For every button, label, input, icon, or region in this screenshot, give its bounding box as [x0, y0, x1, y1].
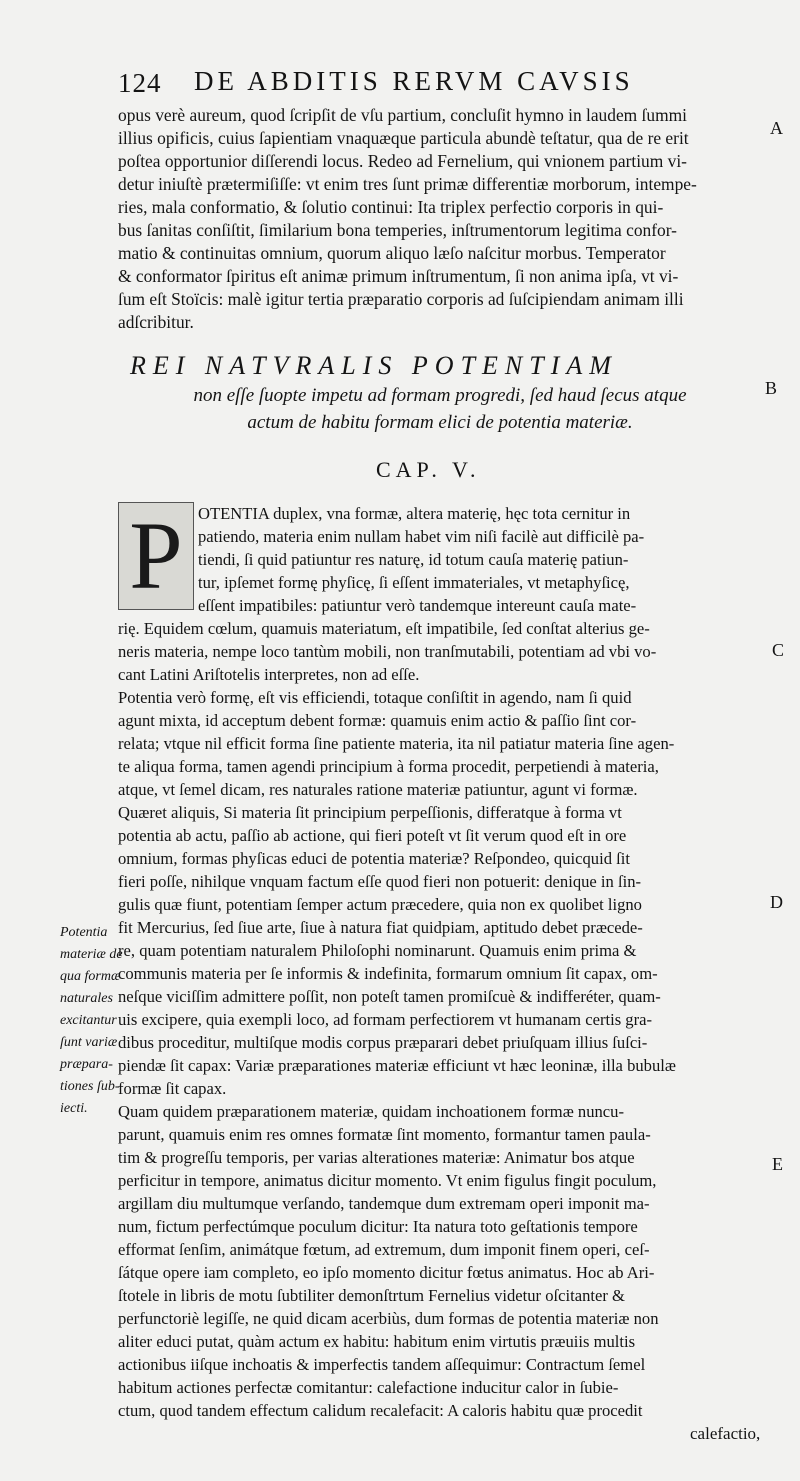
text-line: tur, ipſemet formę phyſicę, ſi eſſent immateriales, vt metaphyſicę,: [198, 573, 630, 592]
text-line: te aliqua forma, tamen agendi principium à forma procedit, perpetiendi à materia,: [118, 757, 659, 776]
chapter-title: REI NATVRALIS POTENTIAM: [130, 351, 618, 380]
text-line: uis excipere, quia exempli loco, ad formam perfectiorem vt humanam certis gra-: [118, 1010, 653, 1029]
text-line: formæ ſit capax.: [118, 1079, 227, 1098]
text-line: eſſent impatibiles: patiuntur verò tandemque intereunt cauſa mate-: [198, 596, 637, 615]
margin-note-line: Potentia: [60, 925, 108, 940]
text-line: neſque viciſſim admittere poſſit, non poteſt tamen promiſcuè & indifferéter, quam-: [118, 987, 661, 1006]
text-line: fieri poſſe, nihilque vnquam factum eſſe quod fieri non potuerit: denique in ſin-: [118, 872, 642, 891]
text-line: omnium, formas phyſicas educi de potentia materiæ? Reſpondeo, quicquid ſit: [118, 849, 630, 868]
text-line: cant Latini Ariſtotelis interpretes, non ad eſſe.: [118, 665, 420, 684]
catchword: calefactio,: [690, 1424, 761, 1443]
text-line: tim & progreſſu temporis, per varias alterationes materiæ: Animatur bos atque: [118, 1148, 635, 1167]
text-line: & conformator ſpiritus eſt animæ primum inſtrumentum, ſi non anima ipſa, vt vi-: [118, 266, 679, 286]
text-line: neris materia, nempe loco tantùm mobili, non tranſmutabili, potentiam ad vbi vo-: [118, 642, 657, 661]
section-marker-a: A: [770, 118, 783, 138]
margin-note-line: iecti.: [60, 1101, 88, 1116]
text-line: atque, vt ſemel dicam, res naturales ratione materiæ patiuntur, agunt vi formæ.: [118, 780, 638, 799]
margin-note-line: materiæ de: [60, 947, 123, 962]
margin-note-line: naturales: [60, 991, 113, 1006]
text-line: num, fictum perfectúmque poculum dicitur: Ita natura toto geſtationis tempore: [118, 1217, 638, 1236]
section-marker-e: E: [772, 1154, 783, 1174]
paragraph-body: [118, 686, 762, 1422]
margin-note-line: ſunt variæ: [60, 1035, 118, 1050]
margin-note-line: præpara-: [60, 1057, 113, 1072]
margin-note: [60, 922, 123, 1120]
text-line: detur iniuſtè prætermiſiſſe: vt enim tres ſunt primæ differentiæ morborum, intempe-: [118, 174, 697, 194]
text-line: Potentia verò formę, eſt vis efficiendi, totaque conſiſtit in agendo, nam ſi quid: [118, 688, 632, 707]
text-line: piendæ ſit capax: Variæ præparationes materiæ efficiunt vt hæc leoninæ, illa bubulæ: [118, 1056, 676, 1075]
text-line: ries, mala conformatio, & ſolutio continui: Ita triplex perfectio corporis in qui-: [118, 197, 664, 217]
chapter-subtitle-line: non eſſe ſuopte impetu ad formam progredi, ſed haud ſecus atque: [193, 385, 687, 406]
text-line: gulis quæ fiunt, potentiam ſemper actum præcedere, quia non ex quolibet ligno: [118, 895, 642, 914]
text-line: matio & continuitas omnium, quorum aliquo læſo naſcitur morbus. Temperator: [118, 243, 666, 263]
text-line: rię. Equidem cœlum, quamuis materiatum, eſt impatibile, ſed conſtat alterius ge-: [118, 619, 650, 638]
section-marker-c: C: [772, 640, 785, 660]
text-line: opus verè aureum, quod ſcripſit de vſu partium, concluſit hymno in laudem ſummi: [118, 105, 687, 125]
text-line: perficitur in tempore, animatus dicitur momento. Vt enim figulus fingit poculum,: [118, 1171, 657, 1190]
text-line: efformat ſenſim, animátque fœtum, ad extremum, dum imponit finem operi, ceſ-: [118, 1240, 650, 1259]
text-line: poſtea opportunior diſſerendi locus. Redeo ad Fernelium, qui vnionem partium vi-: [118, 151, 687, 171]
text-line: communis materia per ſe informis & indefinita, formarum omnium ſit capax, om-: [118, 964, 658, 983]
text-line: dibus proceditur, multiſque modis corpus præparari debet priuſquam illius ſuſci-: [118, 1033, 648, 1052]
text-line: ſátque opere iam completo, eo ipſo momento dicitur fœtus animatus. Hoc ab Ari-: [118, 1263, 655, 1282]
margin-note-line: tiones ſub-: [60, 1079, 120, 1094]
text-line: ctum, quod tandem effectum calidum recalefacit: A caloris habitu quæ procedit: [118, 1401, 643, 1420]
margin-note-line: excitantur: [60, 1013, 117, 1028]
text-line: tiendi, ſi quid patiuntur res naturę, id totum cauſa materię patiun-: [198, 550, 629, 569]
text-line: relata; vtque nil efficit forma ſine patiente materia, ita nil patiatur materia ſine agen-: [118, 734, 675, 753]
text-line: actionibus iiſque inchoatis & imperfectis tandem aſſequimur: Contractum ſemel: [118, 1355, 646, 1374]
text-line: ſtotele in libris de motu ſubtiliter demonſtrtum Fernelius videtur oſcitanter &: [118, 1286, 625, 1305]
text-line: patiendo, materia enim nullam habet vim niſi facilè aut difficilè pa-: [198, 527, 645, 546]
text-line: OTENTIA duplex, vna formæ, altera materię, hęc tota cernitur in: [198, 504, 631, 523]
text-line: potentia ab actu, paſſio ab actione, qui fieri poteſt vt ſit verum quod eſt in ore: [118, 826, 627, 845]
text-line: fit Mercurius, ſed ſiue arte, ſiue à natura fiat quidpiam, aptitudo debet præcede-: [118, 918, 643, 937]
text-line: illius opificis, cuius ſapientiam vnaquæque particula abundè teſtatur, qua de re erit: [118, 128, 689, 148]
chapter-number: CAP. V.: [376, 457, 481, 482]
section-marker-d: D: [770, 892, 783, 912]
section-marker-b: B: [765, 378, 778, 398]
text-line: habitum actiones perfectæ comitantur: calefactione inducitur calor in ſubie-: [118, 1378, 619, 1397]
text-line: argillam diu multumque verſando, tandemque dum extremam operi imponit ma-: [118, 1194, 650, 1213]
text-line: Quæret aliquis, Si materia ſit principium perpeſſionis, differatque à forma vt: [118, 803, 622, 822]
page-number: 124: [118, 68, 162, 98]
text-line: ſum eſt Stoïcis: malè igitur tertia præparatio corporis ad ſuſcipiendam animam illi: [118, 289, 684, 309]
paragraph-intro: [118, 104, 762, 334]
page-header: [118, 66, 718, 102]
initial-letter: P: [129, 502, 183, 609]
text-line: aliter educi putat, quàm actum ex habitu: habitum enim virtutis præuiis multis: [118, 1332, 636, 1351]
text-line: adſcribitur.: [118, 312, 194, 332]
chapter-subtitle-line: actum de habitu formam elici de potentia materiæ.: [247, 412, 633, 433]
paragraph-potentia: [118, 502, 762, 686]
text-line: parunt, quamuis enim res omnes formatæ ſint momento, formantur tamen paula-: [118, 1125, 651, 1144]
text-line: Quam quidem præparationem materiæ, quidam inchoationem formæ nuncu-: [118, 1102, 624, 1121]
text-line: bus ſanitas conſiſtit, ſimilarium bona temperies, inſtrumentorum legitima confor-: [118, 220, 677, 240]
text-line: perfunctoriè legiſſe, ne quid dicam acerbiùs, dum formas de potentia materiæ non: [118, 1309, 659, 1328]
running-title: DE ABDITIS RERVM CAVSIS: [194, 66, 634, 96]
margin-note-line: qua formæ: [60, 969, 121, 984]
text-line: agunt mixta, id acceptum debent formæ: quamuis enim actio & paſſio ſint cor-: [118, 711, 637, 730]
text-line: re, quam potentiam naturalem Philoſophi nominarunt. Quamuis enim prima &: [118, 941, 637, 960]
